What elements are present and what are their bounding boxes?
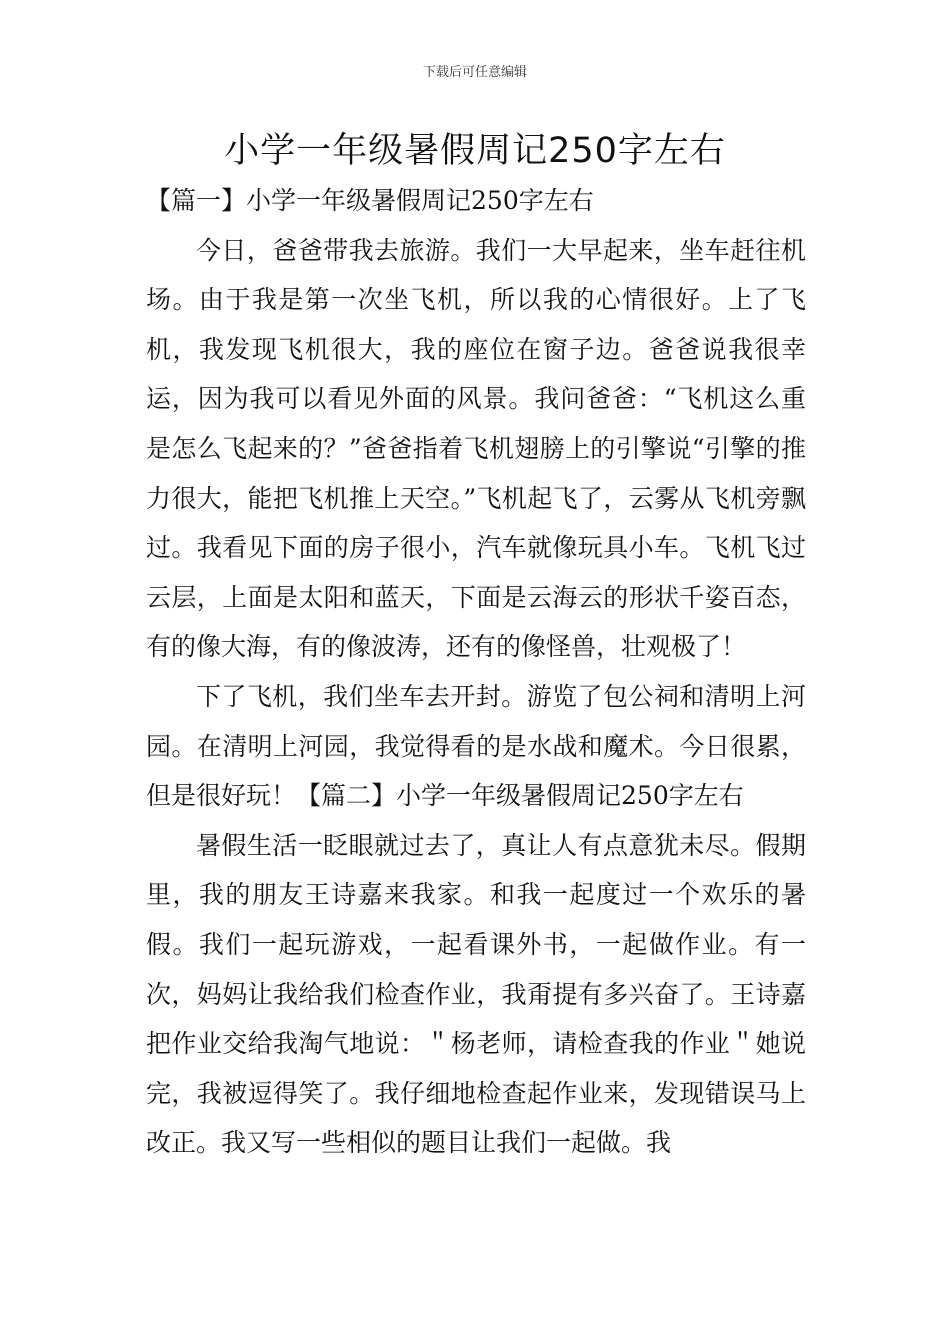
paragraph-3: 暑假生活一眨眼就过去了，真让人有点意犹未尽。假期里，我的朋友王诗嘉来我家。和我一起度过一个欢乐的暑假。我们一起玩游戏，一起看课外书，一起做作业。有一次，妈妈让我给我们检查作业，我甭提有多兴奋了。王诗嘉把作业交给我淘气地说：＂杨老师，请检查我的作业＂她说完，我被逗得笑了。我仔细地检查起作业来，发现错误马上改正。我又写一些相似的题目让我们一起做。我 — [146, 830, 806, 1158]
document-body — [146, 176, 806, 1168]
section-heading-1: 【篇一】小学一年级暑假周记250字左右 — [146, 186, 594, 215]
header-note: 下载后可任意编辑 — [422, 65, 527, 80]
paragraph-1: 今日，爸爸带我去旅游。我们一大早起来，坐车赶往机场。由于我是第一次坐飞机，所以我的心情很好。上了飞机，我发现飞机很大，我的座位在窗子边。爸爸说我很幸运，因为我可以看见外面的风景。我问爸爸：“飞机这么重是怎么飞起来的？”爸爸指着飞机翅膀上的引擎说“引擎的推力很大，能把飞机推上天空。”飞机起飞了，云雾从飞机旁飘过。我看见下面的房子很小，汽车就像玩具小车。飞机飞过云层，上面是太阳和蓝天，下面是云海云的形状千姿百态，有的像大海，有的像波涛，还有的像怪兽，壮观极了！ — [146, 235, 806, 662]
document-title: 小学一年级暑假周记250字左右 — [224, 131, 726, 171]
paragraph-2: 下了飞机，我们坐车去开封。游览了包公祠和清明上河园。在清明上河园，我觉得看的是水战和魔术。今日很累，但是很好玩！【篇二】小学一年级暑假周记250字左右 — [146, 681, 806, 811]
